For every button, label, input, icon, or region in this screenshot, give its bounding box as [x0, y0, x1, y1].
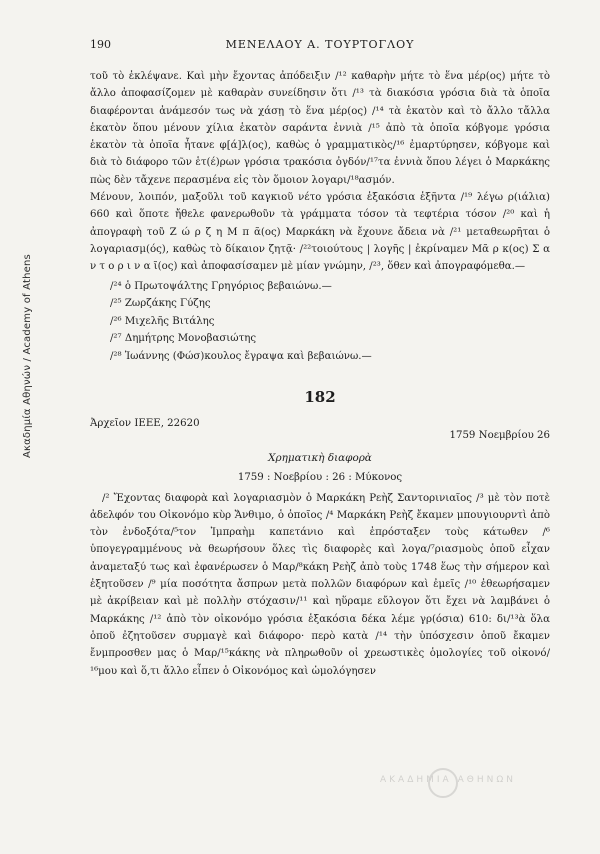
signature-line: /²⁸ Ἰωάννης (Φώσ)κουλος ἔγραψα καὶ βεβαιώνω.— [110, 350, 372, 362]
signature-line: /²⁶ Μιχελῆς Βιτάλης [110, 315, 215, 327]
side-label [22, 38, 42, 458]
page-number: 190 [90, 38, 111, 51]
document-meta [90, 418, 550, 448]
signature-line: /²⁴ ὁ Πρωτοψάλτης Γρηγόριος βεβαιώνω.— [110, 280, 332, 292]
previous-document-text [90, 68, 550, 276]
document-title: Χρηματικὴ διαφορὰ [268, 451, 372, 464]
archive-reference: Ἀρχεῖον ΙΕΕΕ, 22620 [90, 417, 200, 429]
paragraph: τοῦ τὸ ἐκλέψανε. Καὶ μὴν ἔχοντας ἀπόδειξιν /¹² καθαρὴν μήτε τὸ ἕνα μέρ(ος) μήτε τὸ ἄλλο ἀποφασίζομεν μὲ καθαρὰν συνείδησιν ὅτι /¹³ τὰ διακόσια γρόσια διὰ τὰ ὁποῖα διαφέρονται ἀνάμεσόν τως νὰ χάσῃ τὸ ἕνα μέρ(ος) /¹⁴ τὰ ἑκατὸν καὶ τὸ ἄλλο τἄλλα ἑκατὸν ὅπου μένουν χίλια ἑκατὸν σαράντα ἐννιὰ /¹⁵ ἀπὸ τὰ ὁποῖα κόβγομε γρόσια ἑκατὸν τὰ ὁποῖα ἦτανε φ[ά]λ(ος), καθὼς ὁ γραμματικὸς/¹⁶ ἐμαρτύρησεν, κόβγομε καὶ διὰ τὸ διάφορο τῶν ἑτ(έ)ρων γρόσια τρακόσια ὀγδόν/¹⁷τα ἐννιὰ ὅπου λέγει ὁ Μαρκάκης πὼς δὲν τἄχενε περασμένα εἰς τὸν ὅμοιον λογαρι/¹⁸ασμόν. [90, 71, 550, 186]
dateline: 1759 : Νοεβρίου : 26 : Μύκονος [237, 471, 403, 483]
document-text [90, 490, 550, 680]
side-label-text: Ακαδημία Αθηνών / Academy of Athens [22, 254, 33, 458]
watermark-seal-icon [428, 768, 458, 798]
watermark [380, 772, 550, 794]
running-head [90, 38, 550, 56]
signatures [90, 278, 550, 366]
document-date: 1759 Νοεμβρίου 26 [449, 429, 550, 441]
document-number: 182 [304, 387, 336, 406]
running-title: ΜΕΝΕΛΑΟΥ Α. ΤΟΥΡΤΟΓΛΟΥ [225, 38, 415, 51]
paragraph: /² Ἔχοντας διαφορὰ καὶ λογαριασμὸν ὁ Μαρκάκη Ρεὴζ Σαντορινιαῖος /³ μὲ τὸν ποτὲ ἀδελφόν του Οἰκονόμο κὺρ Ἄνθιμο, ὁ ὁποῖος /⁴ Μαρκάκη Ρεὴζ ἔκαμεν μπουγιουρντὶ ἀπὸ τὸν ἐνδοξότα/⁵τον Ἰμπραὴμ καπετάνιο καὶ ἐπρόσταξεν τοὺς κάτωθεν /⁶ ὑπογεγραμμένους νὰ θεωρήσουν ὅλες τὶς διαφορὲς καὶ λογα/⁷ριασμοὺς ὁποῦ εἶχαν ἀναμεταξύ τως καὶ ἐφανέρωσεν ὁ Μαρ/⁸κάκη Ρεὴζ ἀπὸ τοὺς 1748 ἕως τὴν σήμερον καὶ ἐξητοῦσεν /⁹ μία ποσότητα ἄσπρων μετὰ πολλῶν διαφόρων καὶ ἐμεῖς /¹⁰ ἐθεωρήσαμεν μὲ ἀκρίβειαν καὶ μὲ πολλὴν στόχασιν/¹¹ καὶ ηὕραμε εὔλογον ὅτι ἔχει νὰ λαμβάνει ὁ Μαρκάκης /¹² ἀπὸ τὸν οἰκονόμο γρόσια ἑξακόσια δέκα λέμε γρ(όσια) 610: δι/¹³ὰ ὅλα ὁποῦ ἐζητοῦσεν συρμαγὲ καὶ διάφορο· περὸ κατὰ /¹⁴ τὴν ὑπόσχεσιν ὁποῦ ἔκαμεν ἔνμπροσθεν μας ὁ Μαρ/¹⁵κάκης νὰ πληρωθοῦν οἱ χρεωστικὲς ὁμολογίες τοῦ οἰκονό/¹⁶μου καὶ ὅ,τι ἄλλο εἶπεν ὁ Οἰκονόμος καὶ ὡμολόγησεν [90, 492, 550, 677]
watermark-text: ΑΚΑΔΗΜΙΑ ΑΘΗΝΩΝ [380, 775, 516, 785]
signature-line: /²⁷ Δημήτρης Μονοβασιώτης [110, 333, 257, 345]
paragraph: Μένουν, λοιπόν, μαξοῦλι τοῦ καγκιοῦ νέτο γρόσια ἑξακόσια ἑξῆντα /¹⁹ λέγω ρ(ιάλια) 660 καὶ ὅποτε ἤθελε φανερωθοῦν τὰ γράμματα τόσον τὰ τεφτέρια τόσον /²⁰ καὶ ἡ ἀπογραφὴ τοῦ Ζ ώ ρ ζ η Μ π ᾶ(ος) Μαρκάκη νὰ ἔχουνε ἄδεια νὰ /²¹ μεταθεωρῆται ὁ λογαριασμ(ός), καθὼς τὸ δίκαιον ζητᾷ· /²²τοιούτους | λογῆς | ἐκρίναμεν Μᾶ ρ κ(ος) Σ α ν τ ο ρ ι ν α ῖ(ος) καὶ ἀποφασίσαμεν μὲ μίαν γνώμην, /²³, ὅθεν καὶ ἀπογραφόμεθα.— [90, 192, 550, 273]
signature-line: /²⁵ Ζωρζάκης Γύζης [110, 298, 211, 310]
page [90, 38, 550, 680]
